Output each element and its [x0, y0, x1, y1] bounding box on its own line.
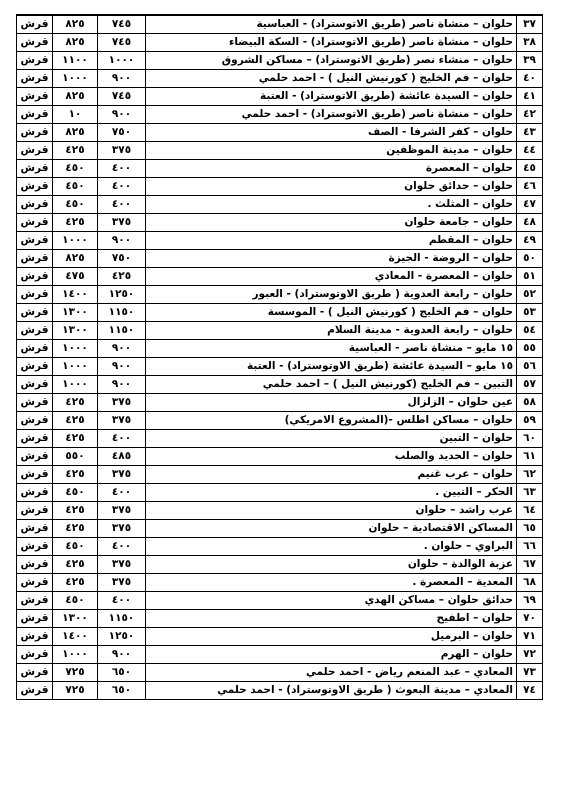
new-fare: ٧٢٥ — [53, 682, 98, 700]
route-number: ٦١ — [517, 448, 543, 466]
table-row — [17, 682, 543, 700]
new-fare: ٤٢٥ — [53, 466, 98, 484]
route-name: حلوان – رابعة العدوية ( طريق الاوتوستراد) - العبور — [146, 286, 517, 304]
route-name: حلوان – السيدة عائشة (طريق الاتوستراد) - العتبة — [146, 88, 517, 106]
old-fare: ٧٤٥ — [98, 34, 146, 52]
table-row — [17, 196, 543, 214]
currency-unit: قرش — [17, 628, 53, 646]
new-fare: ٥٥٠ — [53, 448, 98, 466]
old-fare: ٤٠٠ — [98, 484, 146, 502]
old-fare: ٣٧٥ — [98, 574, 146, 592]
table-row — [17, 304, 543, 322]
route-name: ١٥ مايو – منشاة ناصر - العباسية — [146, 340, 517, 358]
table-row — [17, 286, 543, 304]
new-fare: ١٠٠٠ — [53, 340, 98, 358]
currency-unit: قرش — [17, 520, 53, 538]
route-number: ٤٧ — [517, 196, 543, 214]
route-number: ٦٢ — [517, 466, 543, 484]
route-name: عرب راشد – حلوان — [146, 502, 517, 520]
route-number: ٦٩ — [517, 592, 543, 610]
table-row — [17, 88, 543, 106]
table-row — [17, 646, 543, 664]
route-number: ٧٤ — [517, 682, 543, 700]
new-fare: ٨٢٥ — [53, 124, 98, 142]
new-fare: ١٣٠٠ — [53, 322, 98, 340]
route-number: ٥٩ — [517, 412, 543, 430]
route-number: ٧٣ — [517, 664, 543, 682]
currency-unit: قرش — [17, 466, 53, 484]
currency-unit: قرش — [17, 502, 53, 520]
currency-unit: قرش — [17, 664, 53, 682]
table-row — [17, 52, 543, 70]
currency-unit: قرش — [17, 592, 53, 610]
currency-unit: قرش — [17, 214, 53, 232]
table-row — [17, 106, 543, 124]
route-name: حلوان – المعصرة - المعادي — [146, 268, 517, 286]
table-row — [17, 628, 543, 646]
new-fare: ٤٥٠ — [53, 196, 98, 214]
table-row — [17, 502, 543, 520]
new-fare: ٤٢٥ — [53, 214, 98, 232]
route-name: حلوان – فم الخليج ( كورنيش النيل ) - الموسسة — [146, 304, 517, 322]
new-fare: ٤٥٠ — [53, 592, 98, 610]
table-row — [17, 556, 543, 574]
table-row — [17, 610, 543, 628]
new-fare: ١٠ — [53, 106, 98, 124]
route-name: حلوان – منشاة ناصر (طريق الاتوستراد) - السكة البيضاء — [146, 34, 517, 52]
new-fare: ١٤٠٠ — [53, 628, 98, 646]
route-name: حلوان – فم الخليج ( كورنيش النيل ) - احمد حلمي — [146, 70, 517, 88]
old-fare: ٤٨٥ — [98, 448, 146, 466]
route-name: حلوان – كفر الشرفا - الصف — [146, 124, 517, 142]
route-name: المعادي – عبد المنعم رياض - احمد حلمي — [146, 664, 517, 682]
currency-unit: قرش — [17, 124, 53, 142]
table-row — [17, 448, 543, 466]
route-name: حلوان – المعصرة — [146, 160, 517, 178]
route-name: حلوان – جامعة حلوان — [146, 214, 517, 232]
route-number: ٥٣ — [517, 304, 543, 322]
new-fare: ١٣٠٠ — [53, 610, 98, 628]
route-number: ٣٩ — [517, 52, 543, 70]
table-row — [17, 664, 543, 682]
currency-unit: قرش — [17, 70, 53, 88]
old-fare: ٤٠٠ — [98, 538, 146, 556]
old-fare: ٣٧٥ — [98, 394, 146, 412]
new-fare: ١٠٠٠ — [53, 646, 98, 664]
old-fare: ٧٤٥ — [98, 88, 146, 106]
old-fare: ١٠٠٠ — [98, 52, 146, 70]
table-row — [17, 520, 543, 538]
old-fare: ١٢٥٠ — [98, 628, 146, 646]
old-fare: ١١٥٠ — [98, 322, 146, 340]
table-row — [17, 142, 543, 160]
route-number: ٦٠ — [517, 430, 543, 448]
new-fare: ٨٢٥ — [53, 88, 98, 106]
table-row — [17, 268, 543, 286]
route-number: ٧١ — [517, 628, 543, 646]
route-name: حلوان – مساكن اطلس -(المشروع الامريكي) — [146, 412, 517, 430]
new-fare: ٤٥٠ — [53, 484, 98, 502]
new-fare: ٧٢٥ — [53, 664, 98, 682]
currency-unit: قرش — [17, 15, 53, 34]
currency-unit: قرش — [17, 304, 53, 322]
currency-unit: قرش — [17, 160, 53, 178]
table-row — [17, 340, 543, 358]
route-name: المعادي – مدينة البعوث ( طريق الاوتوستراد) - احمد حلمي — [146, 682, 517, 700]
table-row — [17, 160, 543, 178]
currency-unit: قرش — [17, 682, 53, 700]
route-number: ٥١ — [517, 268, 543, 286]
fare-table-page — [16, 14, 542, 700]
route-name: المساكن الاقتصادية – حلوان — [146, 520, 517, 538]
table-row — [17, 538, 543, 556]
old-fare: ١١٥٠ — [98, 610, 146, 628]
old-fare: ٣٧٥ — [98, 502, 146, 520]
currency-unit: قرش — [17, 106, 53, 124]
route-name: المعدية – المعصرة . — [146, 574, 517, 592]
old-fare: ٤٠٠ — [98, 160, 146, 178]
route-number: ٥٦ — [517, 358, 543, 376]
old-fare: ٣٧٥ — [98, 556, 146, 574]
route-name: عزبة الوالدة – حلوان — [146, 556, 517, 574]
new-fare: ١٠٠٠ — [53, 232, 98, 250]
route-number: ٧٢ — [517, 646, 543, 664]
route-name: حلوان – التبين — [146, 430, 517, 448]
old-fare: ٩٠٠ — [98, 70, 146, 88]
route-number: ٦٥ — [517, 520, 543, 538]
route-name: حلوان – رابعة العدوية - مدينة السلام — [146, 322, 517, 340]
route-number: ٧٠ — [517, 610, 543, 628]
route-number: ٤٨ — [517, 214, 543, 232]
currency-unit: قرش — [17, 610, 53, 628]
route-number: ٤٩ — [517, 232, 543, 250]
route-name: حلوان – الهرم — [146, 646, 517, 664]
currency-unit: قرش — [17, 646, 53, 664]
route-number: ٤٠ — [517, 70, 543, 88]
route-name: حلوان – الروضة - الجيزة — [146, 250, 517, 268]
currency-unit: قرش — [17, 430, 53, 448]
route-name: حلوان – المثلث . — [146, 196, 517, 214]
new-fare: ٨٢٥ — [53, 15, 98, 34]
table-row — [17, 15, 543, 34]
table-row — [17, 70, 543, 88]
route-number: ٣٧ — [517, 15, 543, 34]
currency-unit: قرش — [17, 88, 53, 106]
route-number: ٥٥ — [517, 340, 543, 358]
route-name: حلوان – عرب غنيم — [146, 466, 517, 484]
route-name: حلوان – مدينة الموظفين — [146, 142, 517, 160]
new-fare: ١٣٠٠ — [53, 304, 98, 322]
new-fare: ١٤٠٠ — [53, 286, 98, 304]
route-number: ٤٣ — [517, 124, 543, 142]
old-fare: ٩٠٠ — [98, 646, 146, 664]
new-fare: ٤٢٥ — [53, 394, 98, 412]
table-row — [17, 214, 543, 232]
route-number: ٣٨ — [517, 34, 543, 52]
old-fare: ٩٠٠ — [98, 358, 146, 376]
new-fare: ٤٥٠ — [53, 160, 98, 178]
new-fare: ١١٠٠ — [53, 52, 98, 70]
route-number: ٦٨ — [517, 574, 543, 592]
new-fare: ٤٢٥ — [53, 574, 98, 592]
currency-unit: قرش — [17, 358, 53, 376]
new-fare: ٤٥٠ — [53, 538, 98, 556]
route-number: ٤٤ — [517, 142, 543, 160]
old-fare: ٩٠٠ — [98, 106, 146, 124]
old-fare: ٧٥٠ — [98, 124, 146, 142]
table-row — [17, 466, 543, 484]
old-fare: ٤٠٠ — [98, 196, 146, 214]
route-name: حلوان – الحديد والصلب — [146, 448, 517, 466]
route-name: حلوان – اطفيح — [146, 610, 517, 628]
currency-unit: قرش — [17, 538, 53, 556]
route-number: ٤١ — [517, 88, 543, 106]
route-name: حلوان – حدائق حلوان — [146, 178, 517, 196]
currency-unit: قرش — [17, 268, 53, 286]
route-name: حلوان – منشاة ناصر (طريق الاتوستراد) - العباسية — [146, 15, 517, 34]
route-number: ٤٥ — [517, 160, 543, 178]
route-name: الحكر – التبين . — [146, 484, 517, 502]
route-name: التبين – فم الخليج (كورنيش النيل ) – احمد حلمي — [146, 376, 517, 394]
currency-unit: قرش — [17, 376, 53, 394]
currency-unit: قرش — [17, 34, 53, 52]
new-fare: ٤٥٠ — [53, 178, 98, 196]
old-fare: ٤٠٠ — [98, 178, 146, 196]
route-name: حلوان – منشاء نصر (طريق الاتوستراد) – مساكن الشروق — [146, 52, 517, 70]
old-fare: ٦٥٠ — [98, 664, 146, 682]
table-row — [17, 358, 543, 376]
route-number: ٦٦ — [517, 538, 543, 556]
table-row — [17, 34, 543, 52]
old-fare: ١١٥٠ — [98, 304, 146, 322]
table-row — [17, 250, 543, 268]
old-fare: ٦٥٠ — [98, 682, 146, 700]
table-row — [17, 124, 543, 142]
route-name: حلوان – البرميل — [146, 628, 517, 646]
currency-unit: قرش — [17, 286, 53, 304]
old-fare: ٧٤٥ — [98, 15, 146, 34]
route-name: ١٥ مايو – السيدة عائشة (طريق الاوتوستراد) - العتبة — [146, 358, 517, 376]
table-row — [17, 394, 543, 412]
currency-unit: قرش — [17, 412, 53, 430]
route-name: حلوان – منشاة ناصر (طريق الاتوستراد) - احمد حلمي — [146, 106, 517, 124]
old-fare: ٣٧٥ — [98, 412, 146, 430]
new-fare: ٤٢٥ — [53, 520, 98, 538]
table-row — [17, 232, 543, 250]
currency-unit: قرش — [17, 556, 53, 574]
old-fare: ١٢٥٠ — [98, 286, 146, 304]
table-row — [17, 178, 543, 196]
new-fare: ٤٢٥ — [53, 142, 98, 160]
table-row — [17, 592, 543, 610]
new-fare: ١٠٠٠ — [53, 376, 98, 394]
currency-unit: قرش — [17, 250, 53, 268]
route-number: ٥٨ — [517, 394, 543, 412]
old-fare: ٤٠٠ — [98, 430, 146, 448]
fare-table-body — [17, 15, 543, 700]
route-number: ٥٧ — [517, 376, 543, 394]
old-fare: ٩٠٠ — [98, 376, 146, 394]
currency-unit: قرش — [17, 52, 53, 70]
route-number: ٦٣ — [517, 484, 543, 502]
currency-unit: قرش — [17, 232, 53, 250]
fare-table — [16, 14, 543, 700]
currency-unit: قرش — [17, 448, 53, 466]
currency-unit: قرش — [17, 322, 53, 340]
new-fare: ٤٢٥ — [53, 502, 98, 520]
new-fare: ٤٧٥ — [53, 268, 98, 286]
old-fare: ٣٧٥ — [98, 520, 146, 538]
table-row — [17, 322, 543, 340]
new-fare: ١٠٠٠ — [53, 358, 98, 376]
currency-unit: قرش — [17, 178, 53, 196]
route-number: ٦٤ — [517, 502, 543, 520]
route-number: ٥٠ — [517, 250, 543, 268]
route-number: ٦٧ — [517, 556, 543, 574]
old-fare: ٣٧٥ — [98, 214, 146, 232]
route-name: البراوي – حلوان . — [146, 538, 517, 556]
table-row — [17, 376, 543, 394]
currency-unit: قرش — [17, 394, 53, 412]
route-name: عين حلوان – الزلزال — [146, 394, 517, 412]
old-fare: ٧٥٠ — [98, 250, 146, 268]
route-name: حدائق حلوان – مساكن الهدي — [146, 592, 517, 610]
table-row — [17, 430, 543, 448]
old-fare: ٩٠٠ — [98, 340, 146, 358]
currency-unit: قرش — [17, 574, 53, 592]
route-number: ٥٤ — [517, 322, 543, 340]
new-fare: ٤٢٥ — [53, 556, 98, 574]
table-row — [17, 412, 543, 430]
old-fare: ٣٧٥ — [98, 142, 146, 160]
new-fare: ١٠٠٠ — [53, 70, 98, 88]
new-fare: ٨٢٥ — [53, 250, 98, 268]
currency-unit: قرش — [17, 196, 53, 214]
route-number: ٤٦ — [517, 178, 543, 196]
table-row — [17, 484, 543, 502]
currency-unit: قرش — [17, 340, 53, 358]
route-number: ٥٢ — [517, 286, 543, 304]
old-fare: ٤٢٥ — [98, 268, 146, 286]
old-fare: ٤٠٠ — [98, 592, 146, 610]
old-fare: ٩٠٠ — [98, 232, 146, 250]
route-number: ٤٢ — [517, 106, 543, 124]
table-row — [17, 574, 543, 592]
currency-unit: قرش — [17, 484, 53, 502]
old-fare: ٣٧٥ — [98, 466, 146, 484]
new-fare: ٨٢٥ — [53, 34, 98, 52]
currency-unit: قرش — [17, 142, 53, 160]
new-fare: ٤٢٥ — [53, 412, 98, 430]
route-name: حلوان – المقطم — [146, 232, 517, 250]
new-fare: ٤٢٥ — [53, 430, 98, 448]
